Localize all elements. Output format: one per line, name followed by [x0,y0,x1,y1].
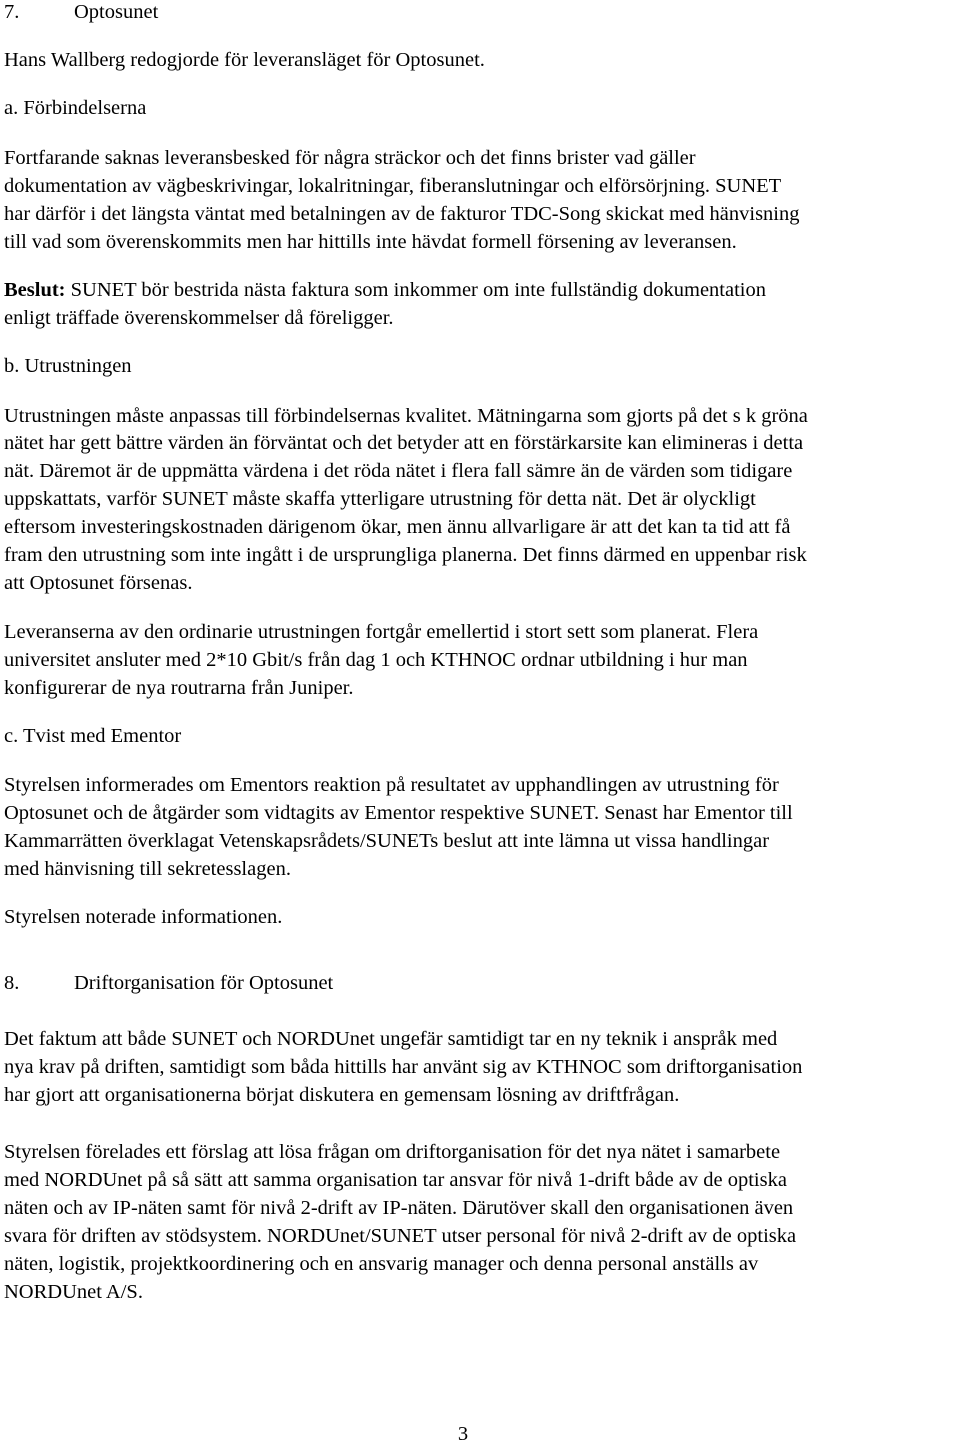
section-8-heading [4,969,333,997]
text-line: med hänvisning till sekretesslagen. [4,858,291,880]
subsection-b-heading: b. Utrustningen [4,355,132,377]
subsection-c-heading: c. Tvist med Ementor [4,725,182,747]
text-line: med NORDUnet på så sätt att samma organisation tar ansvar för nivå 1-drift både av de optiska [4,1169,787,1191]
text-line: Styrelsen förelades ett förslag att lösa frågan om driftorganisation för det nya nätet i samarbete [4,1141,781,1163]
text-line: eftersom investeringskostnaden därigenom ökar, men ännu allvarligare är att det kan ta tid att få [4,516,791,538]
section-8-title: Driftorganisation för Optosunet [74,972,334,994]
text-line: nya krav på driften, samtidigt som båda hittills har använt sig av KTHNOC som driftorganisation [4,1056,803,1078]
text-line: till vad som överenskommits men har hittills inte hävdat formell försening av leveransen. [4,231,737,253]
decision-label: Beslut: [4,279,66,301]
section-8-number: 8. [4,972,20,994]
text-line: har gjort att organisationerna börjat diskutera en gemensam lösning av driftfrågan. [4,1084,680,1106]
text-line: Optosunet och de åtgärder som vidtagits av Ementor respektive SUNET. Senast har Ementor till [4,802,793,824]
section-7-heading [4,0,158,26]
subsection-c-paragraph-2: Styrelsen noterade informationen. [4,906,283,928]
text-line: dokumentation av vägbeskrivingar, lokalritningar, fiberanslutningar och elförsörjning. SUNET [4,175,782,197]
text-line: NORDUnet A/S. [4,1281,143,1303]
text-line: näten och av IP-näten samt för nivå 2-drift av IP-näten. Därutöver skall den organisationen även [4,1197,794,1219]
text-line: svara för driften av stödsystem. NORDUnet/SUNET utser personal för nivå 2-drift av de optiska [4,1225,797,1247]
text-line: universitet ansluter med 2*10 Gbit/s från dag 1 och KTHNOC ordnar utbildning i hur man [4,649,748,671]
text-line [4,276,766,304]
text-line: Fortfarande saknas leveransbesked för några sträckor och det finns brister vad gäller [4,147,696,169]
text-line: nätet har gett bättre värden än förväntat och det betyder att en förstärkarsite kan elimineras i detta [4,432,804,454]
text-line: fram den utrustning som inte ingått i de ursprungliga planerna. Det finns därmed en uppenbar risk [4,544,807,566]
text-line: enligt träffade överenskommelser då föreligger. [4,307,394,329]
section-7-title: Optosunet [74,1,159,23]
text-line: näten, logistik, projektkoordinering och en ansvarig manager och denna personal anställs av [4,1253,759,1275]
text-line: uppskattats, varför SUNET måste skaffa ytterligare utrustning för detta nät. Det är olyckligt [4,488,756,510]
page-number: 3 [457,1423,469,1445]
text-line: att Optosunet försenas. [4,572,193,594]
text-line: Styrelsen informerades om Ementors reaktion på resultatet av upphandlingen av utrustning för [4,774,779,796]
text-line: nät. Däremot är de uppmätta värdena i det röda nätet i flera fall sämre än de värden som tidigare [4,460,793,482]
text-line: konfigurerar de nya routrarna från Juniper. [4,677,354,699]
section-7-number: 7. [4,1,20,23]
text-line: Utrustningen måste anpassas till förbindelsernas kvalitet. Mätningarna som gjorts på det s k gröna [4,405,808,427]
decision-text: SUNET bör bestrida nästa faktura som inkommer om inte fullständig dokumentation [65,279,766,301]
subsection-a-heading: a. Förbindelserna [4,97,147,119]
text-line: Leveranserna av den ordinarie utrustningen fortgår emellertid i stort sett som planerat. Flera [4,621,759,643]
text-line: Kammarrätten överklagat Vetenskapsrådets/SUNETs beslut att inte lämna ut vissa handlingar [4,830,770,852]
section-7-intro: Hans Wallberg redogjorde för leveransläget för Optosunet. [4,49,485,71]
text-line: Det faktum att både SUNET och NORDUnet ungefär samtidigt tar en ny teknik i anspråk med [4,1028,778,1050]
text-line: har därför i det längsta väntat med betalningen av de fakturor TDC-Song skickat med hänvisning [4,203,800,225]
